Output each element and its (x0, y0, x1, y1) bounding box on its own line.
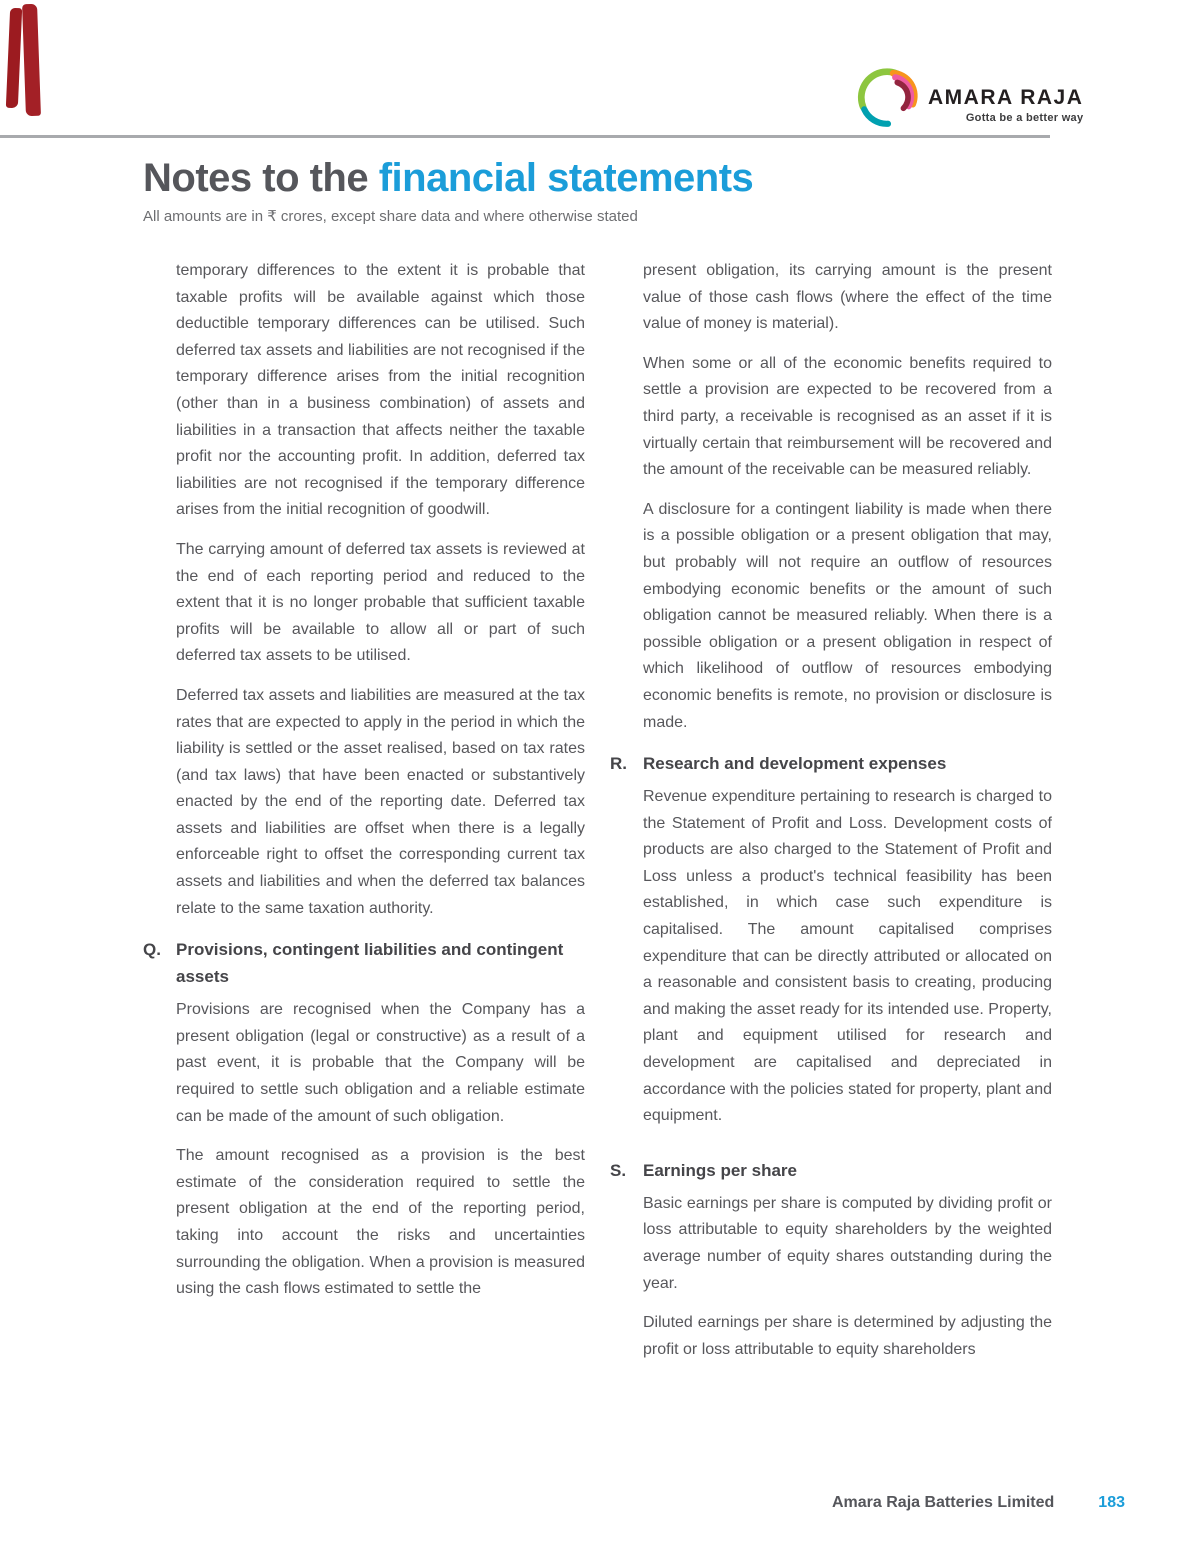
header-divider (0, 135, 1050, 138)
page-footer (832, 1494, 1125, 1512)
red-mark-icon (22, 4, 41, 116)
logo-brand-name: AMARA RAJA (928, 86, 1084, 109)
section-body (643, 1157, 1052, 1377)
footer-company-name: Amara Raja Batteries Limited (831, 1494, 1055, 1511)
section-letter: S. (610, 1160, 627, 1180)
section-letter: Q. (143, 940, 161, 960)
footer-page-number: 183 (1098, 1494, 1125, 1511)
body-paragraph: Basic earnings per share is computed by dividing profit or loss attributable to equity shareholders by the weighted average number of equity shares outstanding during the year. (643, 1194, 1052, 1292)
body-paragraph: The amount recognised as a provision is the best estimate of the consideration required to settle the present obligation at the end of the reporting period, taking into account the risks and uncertainties surrounding the obligation. When a provision is measured using the cash flows estimated to settle the (176, 1147, 585, 1298)
amara-raja-logo (856, 66, 1083, 132)
page-corner-decoration (0, 0, 60, 130)
section-r (610, 750, 1052, 1143)
body-paragraph: A disclosure for a contingent liability is made when there is a possible obligation or a present obligation that may, but probably will not require an outflow of resources embodying economic benefits or the amount of such obligation cannot be measured reliably. When there is a possible obligation or a present obligation in respect of which likelihood of outflow of resources embodying economic benefits is remote, no provision or disclosure is made. (643, 500, 1052, 731)
logo-text (928, 66, 1083, 124)
body-paragraph: Deferred tax assets and liabilities are measured at the tax rates that are expected to apply in the period in which the liability is settled or the asset realised, based on tax rates (and tax laws) that have been enacted or substantively enacted by the end of the reporting date. Deferred tax assets and liabilities are offset when there is a legally enforceable right to offset the corresponding current tax assets and liabilities and when the deferred tax balances relate to the same taxation authority. (176, 686, 585, 917)
body-paragraph: When some or all of the economic benefits required to settle a provision are expected to be recovered from a third party, a receivable is recognised as an asset if it is virtually certain that reimbursement will be recovered and the amount of the receivable can be measured reliably. (643, 354, 1052, 479)
body-paragraph: temporary differences to the extent it is probable that taxable profits will be available against which those deductible temporary differences can be utilised. Such deferred tax assets and liabilities are not recognised if the temporary difference arises from the initial recognition (other than in a business combination) of assets and liabilities in a transaction that affects neither the taxable profit nor the accounting profit. In addition, deferred tax liabilities are not recognised if the temporary difference arises from the initial recognition of goodwill. (176, 262, 585, 519)
page-title-prefix: Notes to the (143, 156, 379, 200)
section-s (610, 1157, 1052, 1377)
page-subtitle: All amounts are in ₹ crores, except share data and where otherwise stated (143, 208, 638, 225)
section-body (643, 750, 1052, 1143)
section-heading: Earnings per share (643, 1160, 798, 1180)
section-heading: Research and development expenses (643, 754, 947, 774)
body-paragraph: Revenue expenditure pertaining to research is charged to the Statement of Profit and Loss. Development costs of products are also charged to the Statement of Profit and Loss unless a product's technical feasibility has been established, in which case such expenditure is capitalised. The amount capitalised comprises expenditure that can be directly attributed or allocated on a reasonable and consistent basis to creating, producing and making the asset ready for its intended use. Property, plant and equipment utilised for research and development are capitalised and depreciated in accordance with the policies stated for property, plant and equipment. (643, 788, 1052, 1125)
body-paragraph: Provisions are recognised when the Company has a present obligation (legal or constructive) as a result of a past event, it is probable that the Company will be required to settle such obligation and a reliable estimate can be made of the amount of such obligation. (176, 1001, 585, 1125)
left-column (143, 258, 585, 1316)
section-q (143, 936, 585, 1316)
amara-raja-swirl-icon (856, 66, 922, 132)
right-column (610, 258, 1052, 1376)
section-body (176, 936, 585, 1316)
title-block (143, 156, 1043, 225)
section-heading: Provisions, contingent liabilities and contingent assets (176, 940, 564, 987)
section-letter: R. (610, 754, 627, 774)
body-paragraph: The carrying amount of deferred tax assets is reviewed at the end of each reporting period and reduced to the extent that it is no longer probable that sufficient taxable profits will be available to allow all or part of such deferred tax assets to be utilised. (176, 540, 585, 665)
logo-tagline: Gotta be a better way (965, 112, 1084, 124)
body-paragraph: Diluted earnings per share is determined by adjusting the profit or loss attributable to equity shareholders (643, 1314, 1052, 1358)
red-mark-icon (6, 8, 22, 108)
body-paragraph: present obligation, its carrying amount is the present value of those cash flows (where the effect of the time value of money is material). (643, 262, 1052, 333)
page-title-highlight: financial statements (378, 156, 754, 200)
page-title (143, 156, 1043, 200)
